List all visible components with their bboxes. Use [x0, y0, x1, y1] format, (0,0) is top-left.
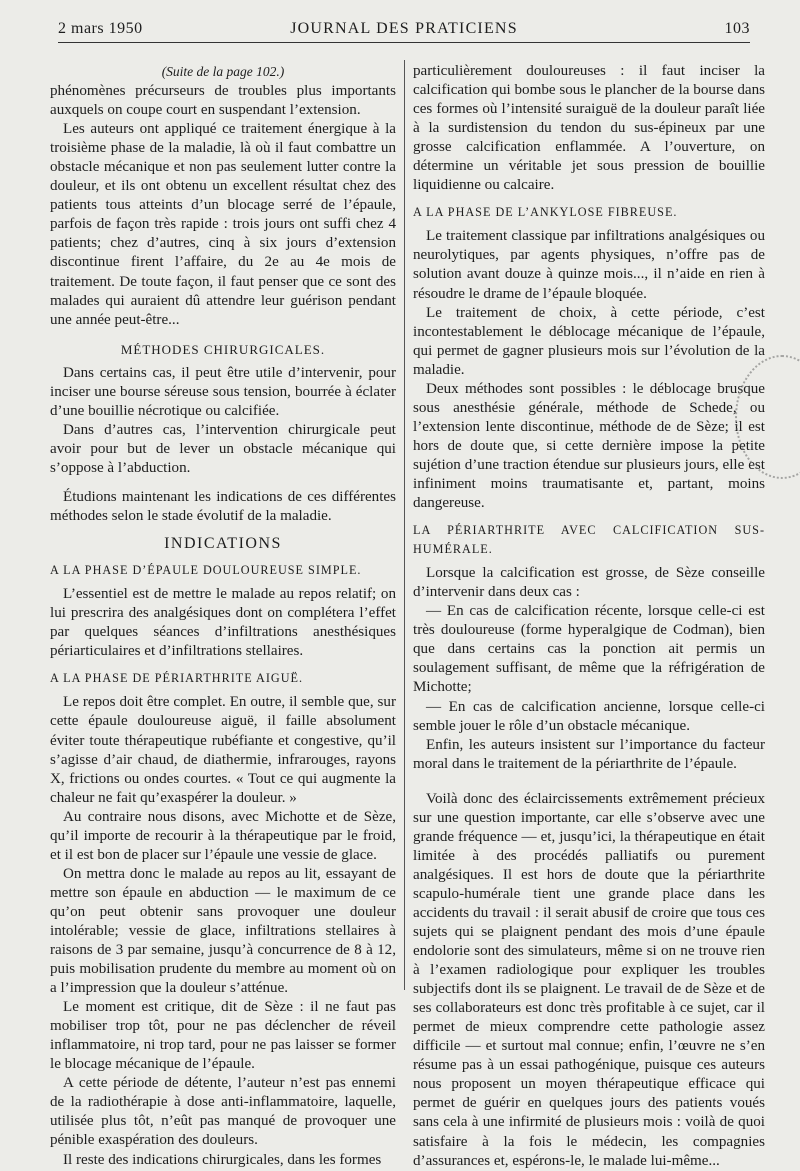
subheading-calcification: LA PÉRIARTHRITE AVEC CALCIFICATION SUS-HUMÉRALE.	[413, 523, 765, 557]
paragraph: particulièrement douloureuses : il faut inciser la calcification qui bombe sous le plancher de la bourse dans ces formes où l’intensité suraiguë de la douleur paraît liée à la surdistension du tendon du sus-épineux par une grosse calcification enflammée. A l’ouverture, on détermine un véritable jet sous pression de bouillie liquidienne ou calcaire.	[413, 63, 765, 194]
left-column	[50, 62, 396, 1170]
paragraph: L’essentiel est de mettre le malade au repos relatif; on lui prescrira des analgésiques dont on complétera l’effet par quelques séances d’infiltrations anesthésiques périarticulaires et d’infiltrations stellaires.	[50, 586, 396, 660]
paragraph: Lorsque la calcification est grosse, de Sèze conseille d’intervenir dans deux cas :	[413, 565, 765, 601]
paragraph: Deux méthodes sont possibles : le déblocage brusque sous anesthésie générale, méthode de Schede, ou l’extension lente discontinue, méthode de de Sèze; il est hors de doute que, si cette dernière impose la petite sujétion d’une traction étendue sur plusieurs jours, elle est infiniment moins traumatisante et, partant, moins dangereuse.	[413, 380, 765, 512]
subheading-phase-aigue: A LA PHASE DE PÉRIARTHRITE AIGUË.	[50, 671, 303, 686]
paragraph: Le traitement de choix, à cette période, c’est incontestablement le déblocage mécanique de l’épaule, qui permet de gagner plusieurs mois sur l’évolution de la maladie.	[413, 304, 765, 378]
paragraph: Le traitement classique par infiltrations analgésiques ou neurolytiques, par agents physiques, n’offre pas de solution avant douze à quinze mois..., il n’aide en rien à résoudre le drame de l’épaule bloquée.	[413, 228, 765, 302]
paragraph: Étudions maintenant les indications de ces différentes méthodes selon le stade évolutif de la maladie.	[50, 488, 396, 525]
paragraph: On mettra donc le malade au repos au lit, essayant de mettre son épaule en abduction — le maximum de ce qu’on peut obtenir sans provoquer une douleur intolérable; vessie de glace, infiltrations stellaires à raisons de 3 par semaine, jusqu’à concurrence de 8 à 12, puis mobilisation prudente du membre au moment où on a l’impression que la douleur s’atténue.	[50, 865, 396, 997]
right-column	[413, 62, 765, 1171]
section-heading-methodes: MÉTHODES CHIRURGICALES.	[120, 341, 326, 357]
paragraph: Enfin, les auteurs insistent sur l’importance du facteur moral dans le traitement de la périarthrite de l’épaule.	[413, 736, 765, 772]
paragraph: — En cas de calcification ancienne, lorsque celle-ci semble jouer le rôle d’un obstacle mécanique.	[413, 698, 765, 734]
subheading-ankylose: A LA PHASE DE L’ANKYLOSE FIBREUSE.	[413, 205, 678, 220]
paragraph: A cette période de détente, l’auteur n’est pas ennemi de la radiothérapie à dose anti-inflammatoire, laquelle, utilisée plus tôt, n’eût pas manqué de provoquer une pénible exaspération des douleurs.	[50, 1075, 396, 1149]
paragraph: Il reste des indications chirurgicales, dans les formes	[63, 1151, 382, 1168]
paragraph: Le repos doit être complet. En outre, il semble que, sur cette épaule douloureuse aiguë, il faille absolument éviter toute thérapeutique rubéfiante et congestive, qu’il s’agisse d’air chaud, de diathermie, infrarouges, rayons X, frictions ou ondes courtes. « Tout ce qui augmente la chaleur ne fait qu’exaspérer la douleur. »	[50, 694, 396, 806]
column-divider	[404, 60, 405, 990]
paragraph: Dans certains cas, il peut être utile d’intervenir, pour inciser une bourse séreuse sous tension, bourrée à éclater d’une bouillie nécrotique ou calcifiée.	[50, 364, 396, 419]
paragraph: phénomènes précurseurs de troubles plus importants auxquels on coupe court en suspendant l’extension.	[50, 83, 396, 119]
paragraph: Le moment est critique, dit de Sèze : il ne faut pas mobiliser trop tôt, pour ne pas déclencher de réveil inflammatoire, ni trop tard, pour ne pas laisser se former le blocage mécanique de l’épaule.	[50, 999, 396, 1073]
paragraph: Voilà donc des éclaircissements extrêmement précieux sur une question importante, car elle s’observe avec une grande fréquence — et, jusqu’ici, la thérapeutique en était limitée à des procédés palliatifs ou purement analgésiques. Il est hors de doute que la périarthrite scapulo-humérale tient une grande place dans les accidents du travail : il serait abusif de croire que tous ces sujets qui se plaignent pendant des mois d’une épaule endolorie sont des simulateurs, même si on ne trouve rien à l’examen radiologique pour expliquer les troubles subjectifs dont ils se plaignent. Le travail de de Sèze et de ses collaborateurs est donc très profitable à ce sujet, car il permet de mieux comprendre cette pathologie assez difficile — et surtout mal connue; enfin, l’œuvre ne s’en résume pas à un essai pathogénique, puisque ces auteurs nous proposent un moyen thérapeutique efficace qui permet de guérir en quelques jours des patients voués sans cela à une infirmité de plusieurs mois : voilà de quoi satisfaire à la fois le médecin, les compagnies d’assurances et, espérons-le, le malade lui-même...	[413, 790, 765, 1169]
journal-title: JOURNAL DES PRATICIENS	[290, 20, 518, 37]
issue-date: 2 mars 1950	[58, 20, 143, 37]
paragraph: Au contraire nous disons, avec Michotte et de Sèze, qu’il importe de recourir à la thérapeutique par le froid, et il est bon de placer sur l’épaule une vessie de glace.	[50, 808, 396, 863]
page-header	[58, 20, 750, 43]
paragraph: — En cas de calcification récente, lorsque celle-ci est très douloureuse (forme hyperalgique de Codman), bien que dans certains cas la ponction ait permis un soulagement suffisant, de même que la réfrigération de Michotte;	[413, 603, 765, 696]
paragraph: Dans d’autres cas, l’intervention chirurgicale peut avoir pour but de lever un obstacle mécanique qui s’oppose à l’abduction.	[50, 421, 396, 476]
page-number: 103	[724, 20, 750, 37]
subheading-phase-simple: A LA PHASE D’ÉPAULE DOULOUREUSE SIMPLE.	[50, 563, 362, 578]
paragraph: Les auteurs ont appliqué ce traitement énergique à la troisième phase de la maladie, là où il faut combattre un obstacle mécanique et non pas seulement lutter contre la douleur, et ils ont obtenu un excellent résultat chez des patients tous atteints d’un blocage serré de l’épaule, parfois de façon très rapide : trois jours ont suffi chez 4 patients; chez d’autres, cinq à six jours d’extension discontinue firent l’affaire, du 2e au 4e mois de traitement. De toute façon, il faut penser que ce sont des malades qui auraient dû attendre leur guérison pendant une année peut-être...	[50, 121, 396, 328]
section-heading-indications: INDICATIONS	[164, 535, 282, 553]
continued-note: (Suite de la page 102.)	[161, 64, 285, 79]
